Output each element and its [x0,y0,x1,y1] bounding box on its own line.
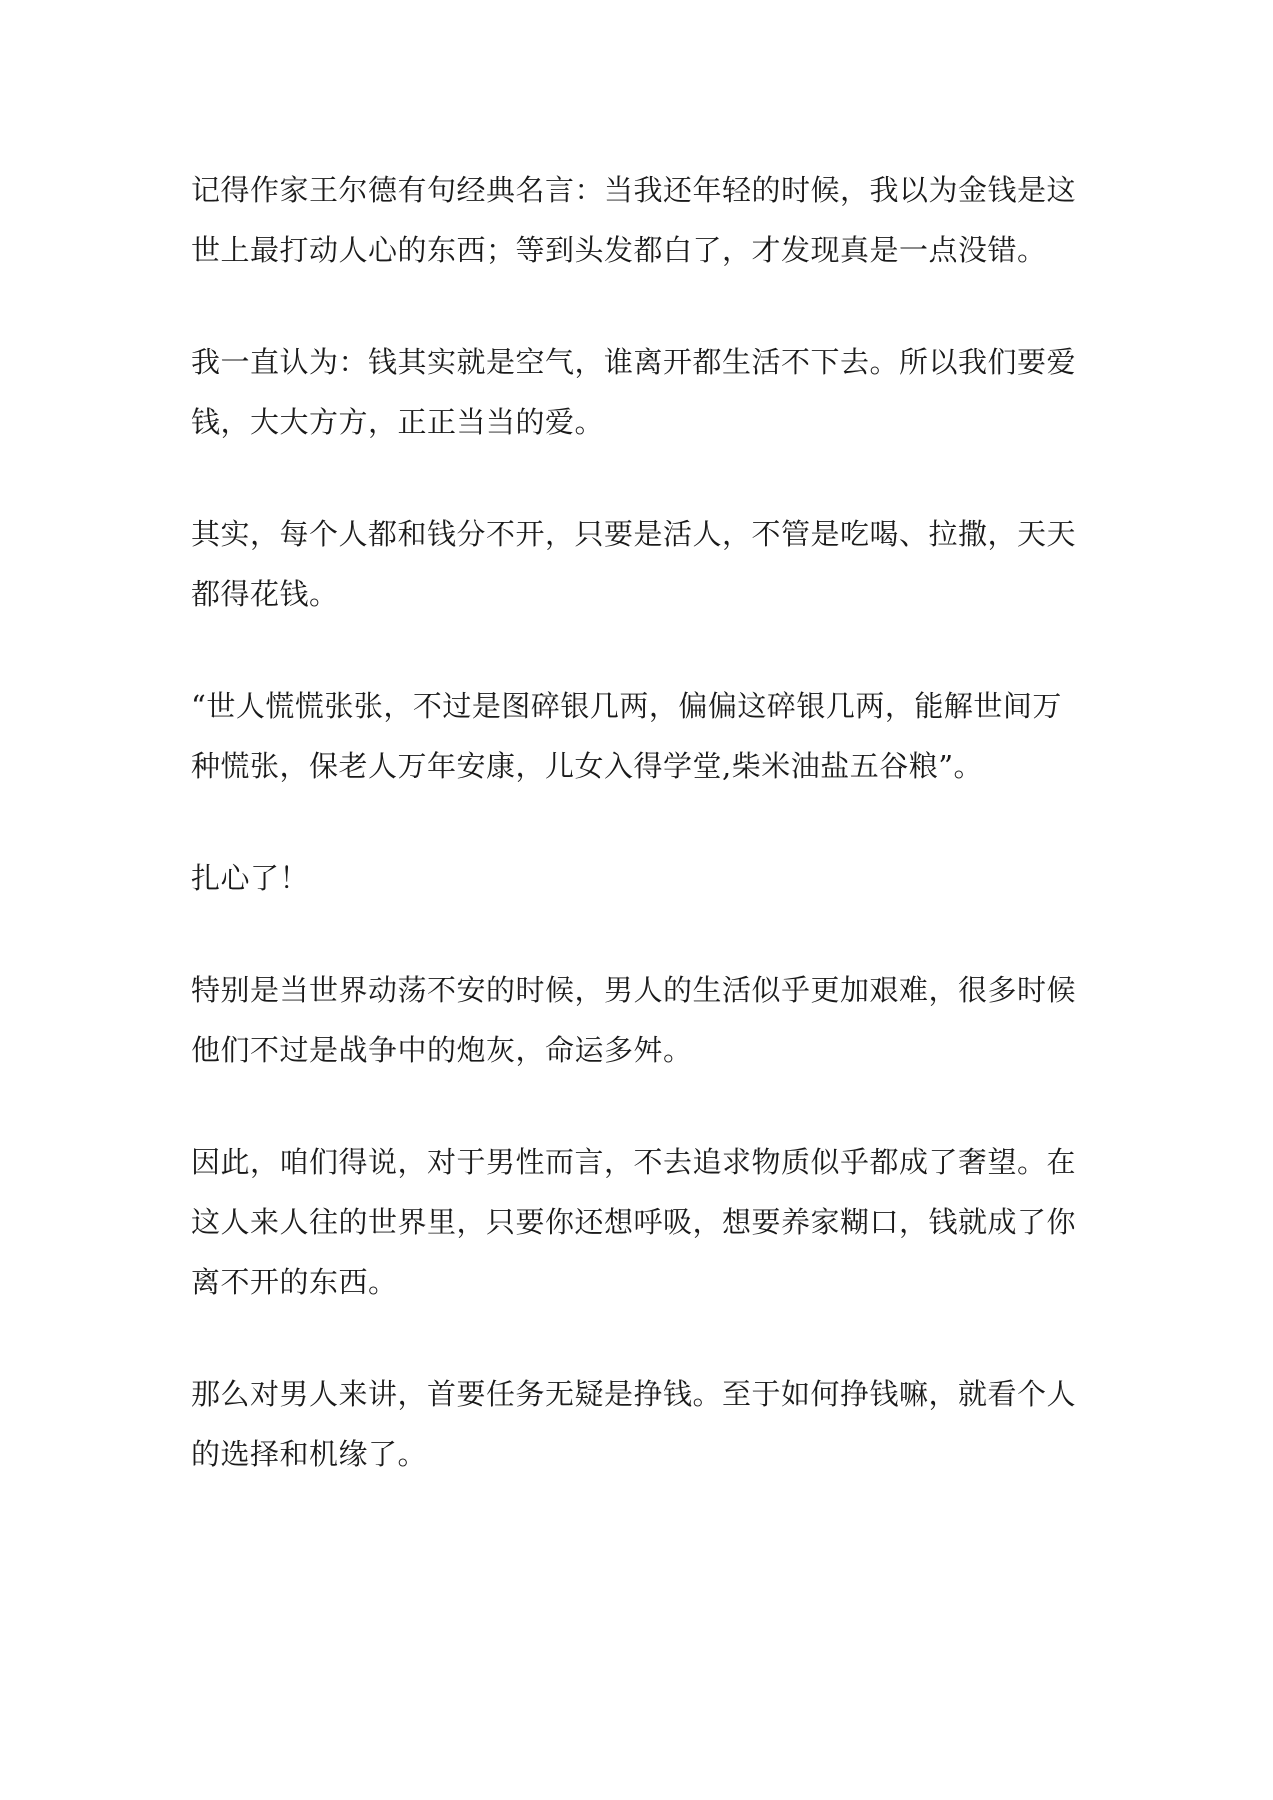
paragraph-2: 我一直认为：钱其实就是空气，谁离开都生活不下去。所以我们要爱钱，大大方方，正正当当的爱。 [191,345,1077,439]
paragraph-7: 因此，咱们得说，对于男性而言，不去追求物质似乎都成了奢望。在这人来人往的世界里，只要你还想呼吸，想要养家糊口，钱就成了你离不开的东西。 [191,1145,1077,1299]
paragraph-5: 扎心了！ [191,861,310,895]
paragraph-4: “世人慌慌张张，不过是图碎银几两，偏偏这碎银几两，能解世间万种慌张，保老人万年安康，儿女入得学堂,柴米油盐五谷粮”。 [191,689,1062,783]
paragraph-6: 特别是当世界动荡不安的时候，男人的生活似乎更加艰难，很多时候他们不过是战争中的炮灰，命运多舛。 [191,973,1077,1067]
paragraph-1: 记得作家王尔德有句经典名言：当我还年轻的时候，我以为金钱是这世上最打动人心的东西；等到头发都白了，才发现真是一点没错。 [191,173,1077,267]
paragraph-8: 那么对男人来讲，首要任务无疑是挣钱。至于如何挣钱嘛，就看个人的选择和机缘了。 [191,1377,1077,1471]
paragraph-3: 其实，每个人都和钱分不开，只要是活人，不管是吃喝、拉撒，天天都得花钱。 [191,517,1077,611]
document-body [191,160,1091,1536]
